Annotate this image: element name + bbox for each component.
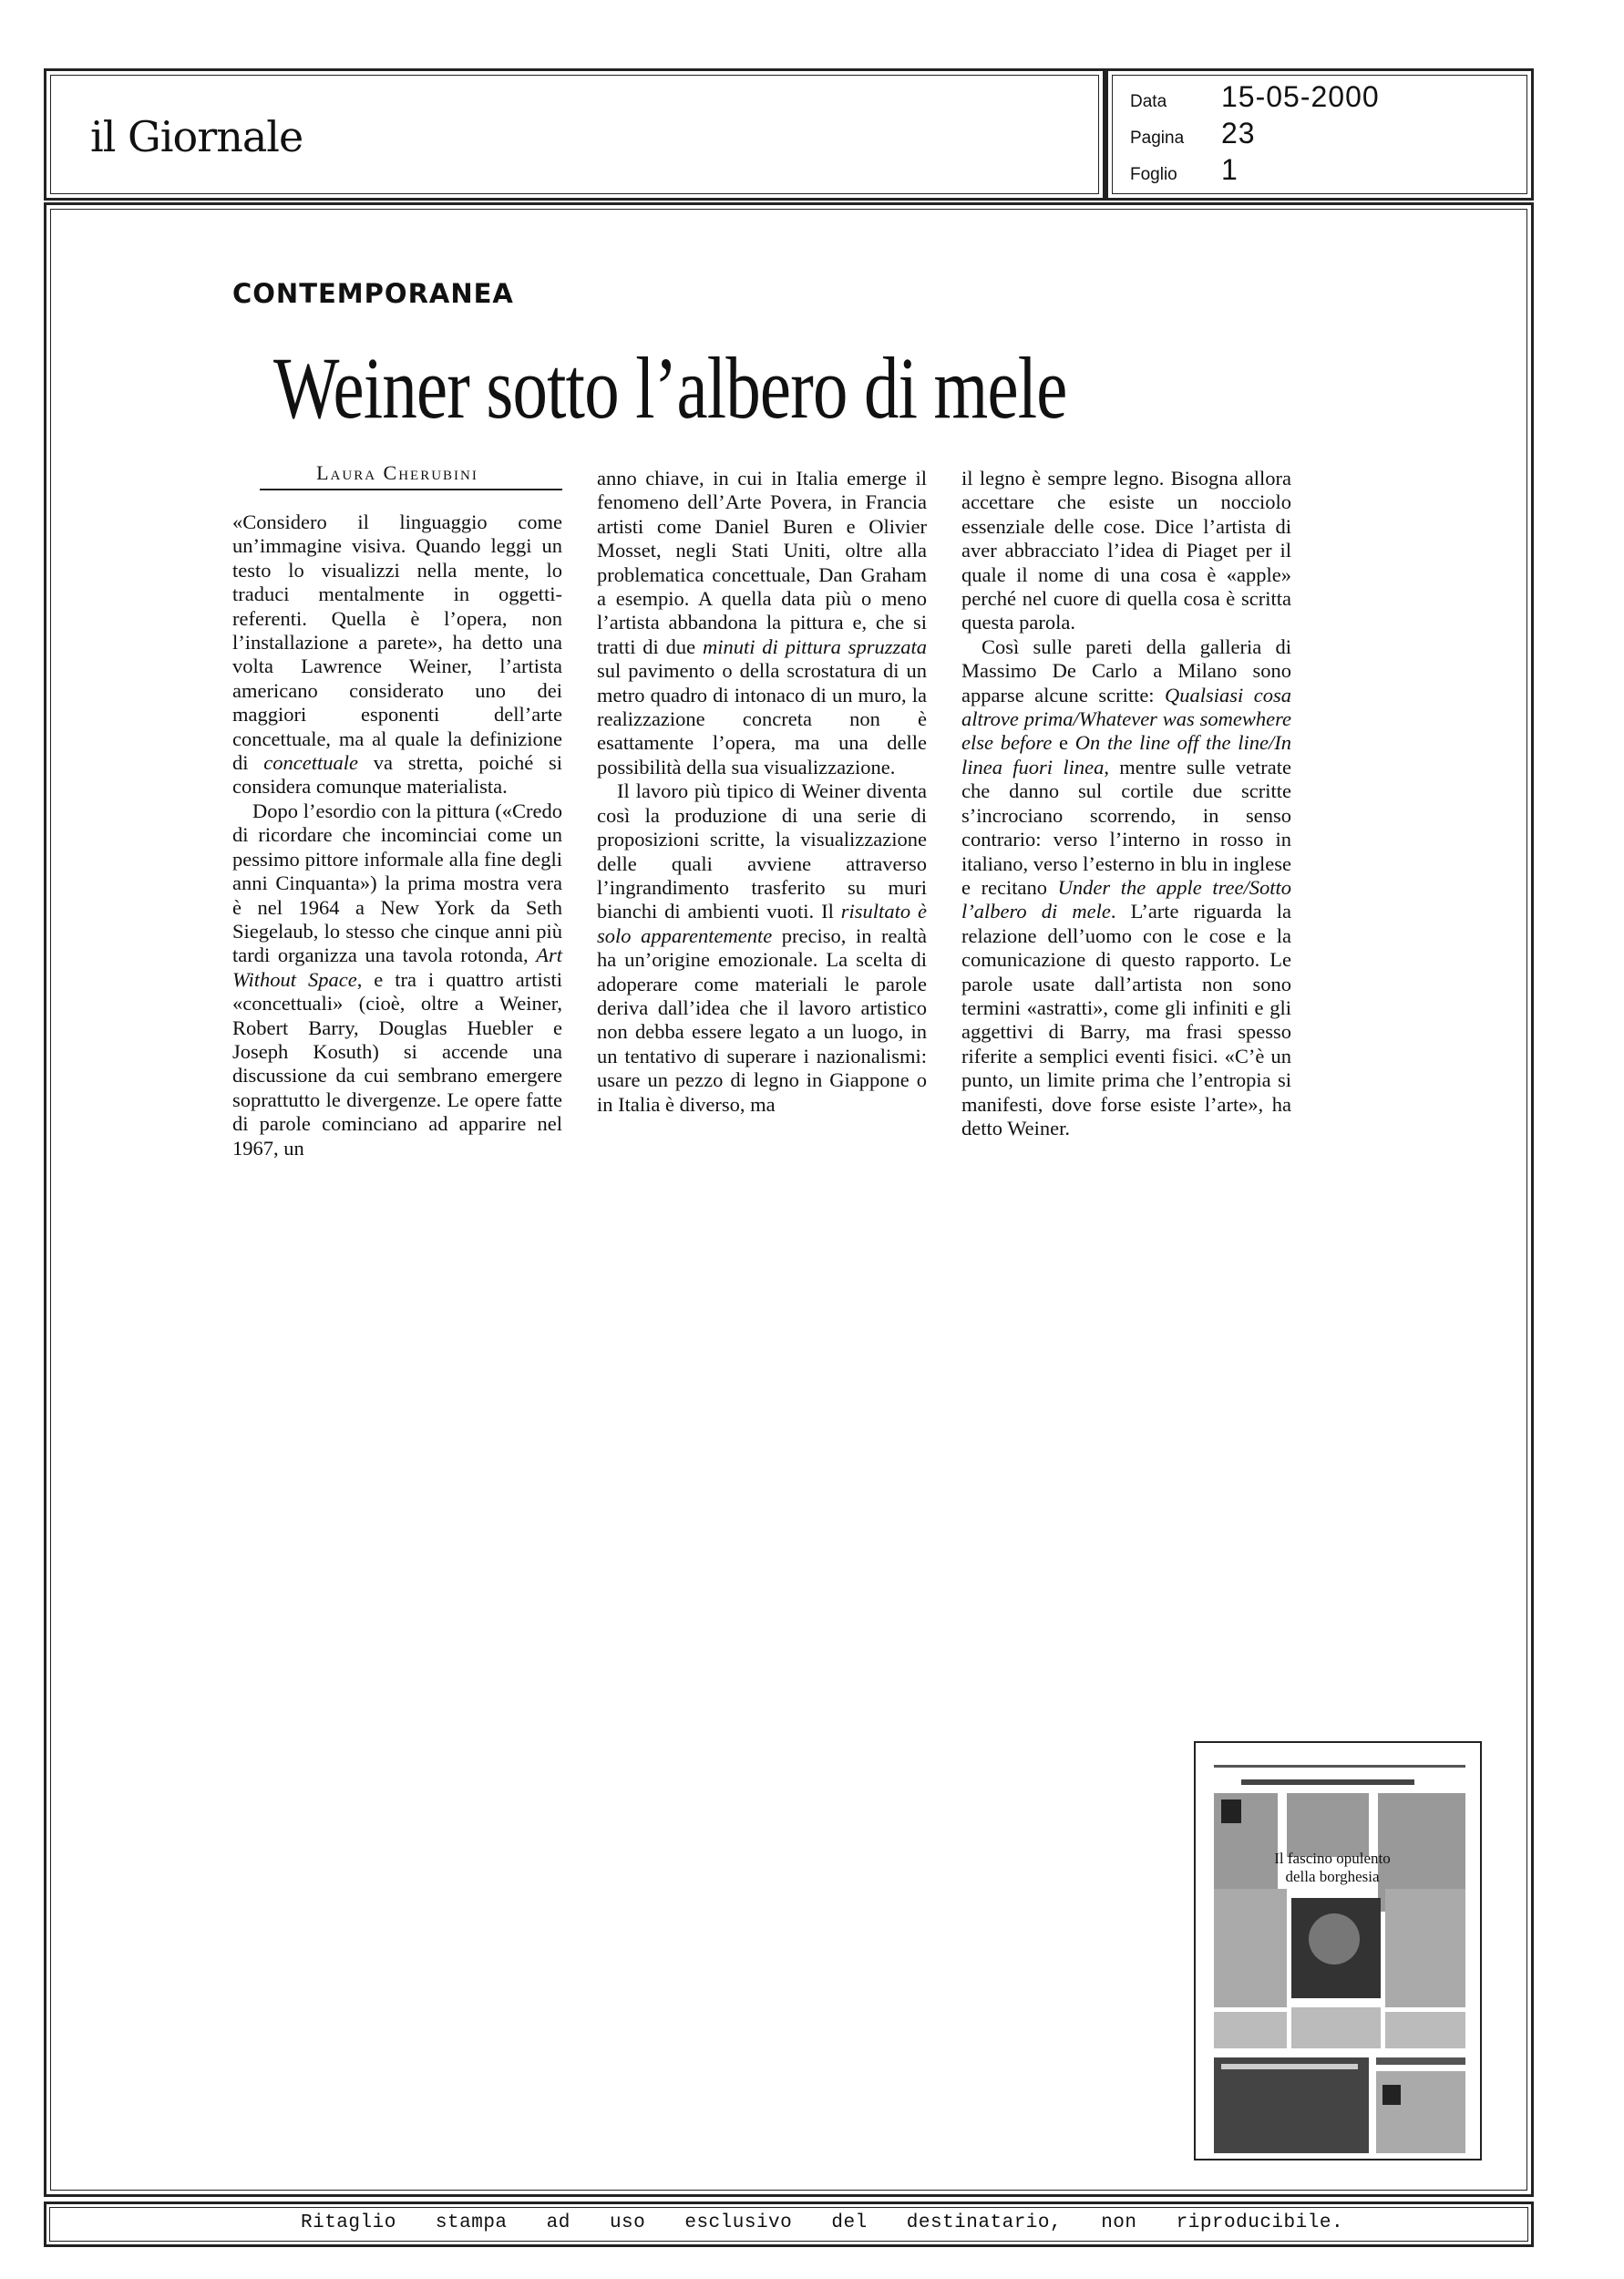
sheet-row	[1130, 153, 1239, 187]
article-paragraph: Il lavoro più tipico di Weiner diventa così la produzione di una serie di proposizioni scritte, la visualizzazione delle quali avviene attraverso l’ingrandimento trasferito su muri bianchi di ambienti vuoti. Il risultato è solo apparentemente preciso, in realtà ha un’origine emozionale. La scelta di adoperare come materiali le parole deriva dall’idea che il lavoro artistico non debba essere legato a un luogo, in un tentativo di superare i nazionalismi: usare un pezzo di legno in Giappone o in Italia è diverso, ma	[597, 779, 927, 1116]
article-headline: Weiner sotto l’albero di mele	[273, 339, 1067, 437]
article-column-3	[961, 467, 1291, 1140]
date-row	[1130, 80, 1380, 114]
newspaper-logo: il Giornale	[90, 112, 303, 161]
article-column-1	[232, 510, 562, 1160]
sheet-value: 1	[1221, 153, 1239, 186]
masthead-box	[44, 68, 1105, 201]
page-thumbnail-image	[1196, 1743, 1482, 2160]
byline-rule	[260, 489, 562, 490]
copyright-notice: Ritaglio stampa ad uso esclusivo del destinatario, non riproducibile.	[301, 2212, 1344, 2233]
article-paragraph: Dopo l’esordio con la pittura («Credo di ricordare che incominciai come un pessimo pittore informale alla fine degli anni Cinquanta») la prima mostra vera è nel 1964 a New York da Seth Siegelaub, lo stesso che cinque anni più tardi organizza una tavola rotonda, Art Without Space, e tra i quattro artisti «concettuali» (cioè, oltre a Weiner, Robert Barry, Douglas Huebler e Joseph Kosuth) si accende una discussione da cui sembrano emergere soprattutto le divergenze. Le opere fatte di parole cominciano ad apparire nel 1967, un	[232, 799, 562, 1160]
page-label: Pagina	[1130, 129, 1185, 148]
section-kicker: CONTEMPORANEA	[232, 278, 514, 309]
date-info-box	[1105, 68, 1534, 201]
page-value: 23	[1221, 117, 1256, 150]
article-paragraph: il legno è sempre legno. Bisogna allora accettare che esiste un nocciolo essenziale delle cose. Dice l’artista di aver abbracciato l’idea di Piaget per il quale il nome di una cosa è «apple» perché nel cuore di quella cosa è scritta questa parola.	[961, 467, 1291, 634]
thumbnail-headline-1: Il fascino opulento	[1274, 1850, 1391, 1867]
page-row	[1130, 117, 1256, 150]
page-thumbnail	[1194, 1741, 1482, 2160]
article-paragraph: «Considero il linguaggio come un’immagine visiva. Quando leggi un testo lo visualizzi nella mente, lo traduci mentalmente in oggetti-referenti. Quella è l’opera, non l’installazione a parete», ha detto una volta Lawrence Weiner, l’artista americano considerato uno dei maggiori esponenti dell’arte concettuale, ma al quale la definizione di concettuale va stretta, poiché si considera comunque materialista.	[232, 510, 562, 799]
author-byline: Laura Cherubini	[316, 461, 478, 484]
byline-block	[232, 461, 562, 490]
date-value: 15-05-2000	[1221, 80, 1380, 113]
article-paragraph: anno chiave, in cui in Italia emerge il fenomeno dell’Arte Povera, in Francia artisti come Daniel Buren e Olivier Mosset, negli Stati Uniti, oltre alla problematica concettuale, Dan Graham a esempio. A quella data più o meno l’artista abbandona la pittura e, che si tratti di due minuti di pittura spruzzata sul pavimento o della scrostatura di un metro quadro di intonaco di un muro, la realizzazione concreta non è esattamente l’opera, ma una delle possibilità della sua visualizzazione.	[597, 467, 927, 779]
article-paragraph: Così sulle pareti della galleria di Massimo De Carlo a Milano sono apparse alcune scritte: Qualsiasi cosa altrove prima/Whatever was somewhere else before e On the line off the line/In linea fuori linea, mentre sulle vetrate che danno sul cortile due scritte s’incrociano scorrendo, in senso contrario: verso l’interno in rosso in italiano, verso l’esterno in blu in inglese e recitano Under the apple tree/Sotto l’albero di mele. L’arte riguarda la relazione dell’uomo con le cose e la comunicazione di questo rapporto. Le parole usate dall’artista non sono termini «astratti», come gli infiniti e gli aggettivi di Barry, ma frasi spesso riferite a semplici eventi fisici. «C’è un punto, un limite prima che l’entropia si manifesti, dove forse esiste l’arte», ha detto Weiner.	[961, 634, 1291, 1140]
article-column-2	[597, 467, 927, 1117]
date-label: Data	[1130, 92, 1167, 111]
thumbnail-headline-2: della borghesia	[1285, 1868, 1380, 1885]
sheet-label: Foglio	[1130, 165, 1177, 184]
